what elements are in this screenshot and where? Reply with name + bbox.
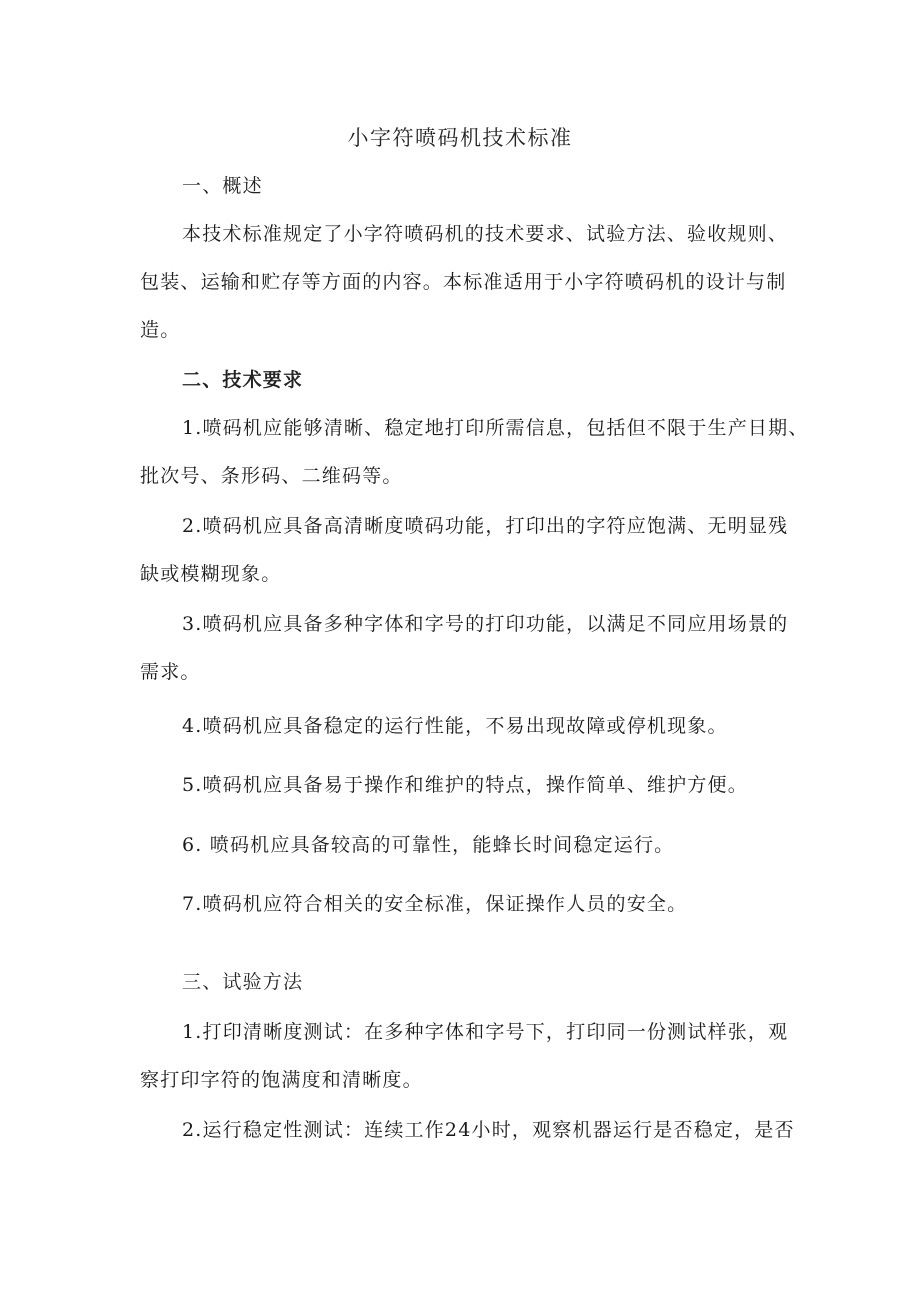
paragraph-line: 造。 xyxy=(140,319,181,341)
list-item-line: 察打印字符的饱满度和清晰度。 xyxy=(140,1069,423,1091)
list-item-line: 需求。 xyxy=(140,661,201,683)
list-item-line: 5.喷码机应具备易于操作和维护的特点，操作简单、维护方便。 xyxy=(182,774,748,796)
list-item-line: 7.喷码机应符合相关的安全标准，保证操作人员的安全。 xyxy=(182,893,688,915)
list-item-line: 批次号、条形码、二维码等。 xyxy=(140,465,403,487)
list-item-line: 1.喷码机应能够清晰、稳定地打印所需信息，包括但不限于生产日期、 xyxy=(182,417,809,439)
list-item-line: 4.喷码机应具备稳定的运行性能，不易出现故障或停机现象。 xyxy=(182,715,728,737)
list-item-line: 1.打印清晰度测试：在多种字体和字号下，打印同一份测试样张，观 xyxy=(182,1021,789,1043)
section-heading-technical-requirements: 二、技术要求 xyxy=(182,369,304,391)
list-item-line: 6. 喷码机应具备较高的可靠性，能蜂长时间稳定运行。 xyxy=(182,834,675,856)
paragraph-line: 包装、运输和贮存等方面的内容。本标准适用于小字符喷码机的设计与制 xyxy=(140,271,787,293)
list-item-line: 3.喷码机应具备多种字体和字号的打印功能，以满足不同应用场景的 xyxy=(182,613,789,635)
section-heading-overview: 一、概述 xyxy=(182,175,263,197)
section-heading-test-methods: 三、试验方法 xyxy=(182,971,304,993)
document-title: 小字符喷码机技术标准 xyxy=(347,126,573,150)
list-item-line: 2.运行稳定性测试：连续工作24小时，观察机器运行是否稳定，是否 xyxy=(182,1119,795,1141)
paragraph-line: 本技术标准规定了小字符喷码机的技术要求、试验方法、验收规则、 xyxy=(182,223,789,245)
list-item-line: 缺或模糊现象。 xyxy=(140,563,282,585)
list-item-line: 2.喷码机应具备高清晰度喷码功能，打印出的字符应饱满、无明显残 xyxy=(182,515,789,537)
